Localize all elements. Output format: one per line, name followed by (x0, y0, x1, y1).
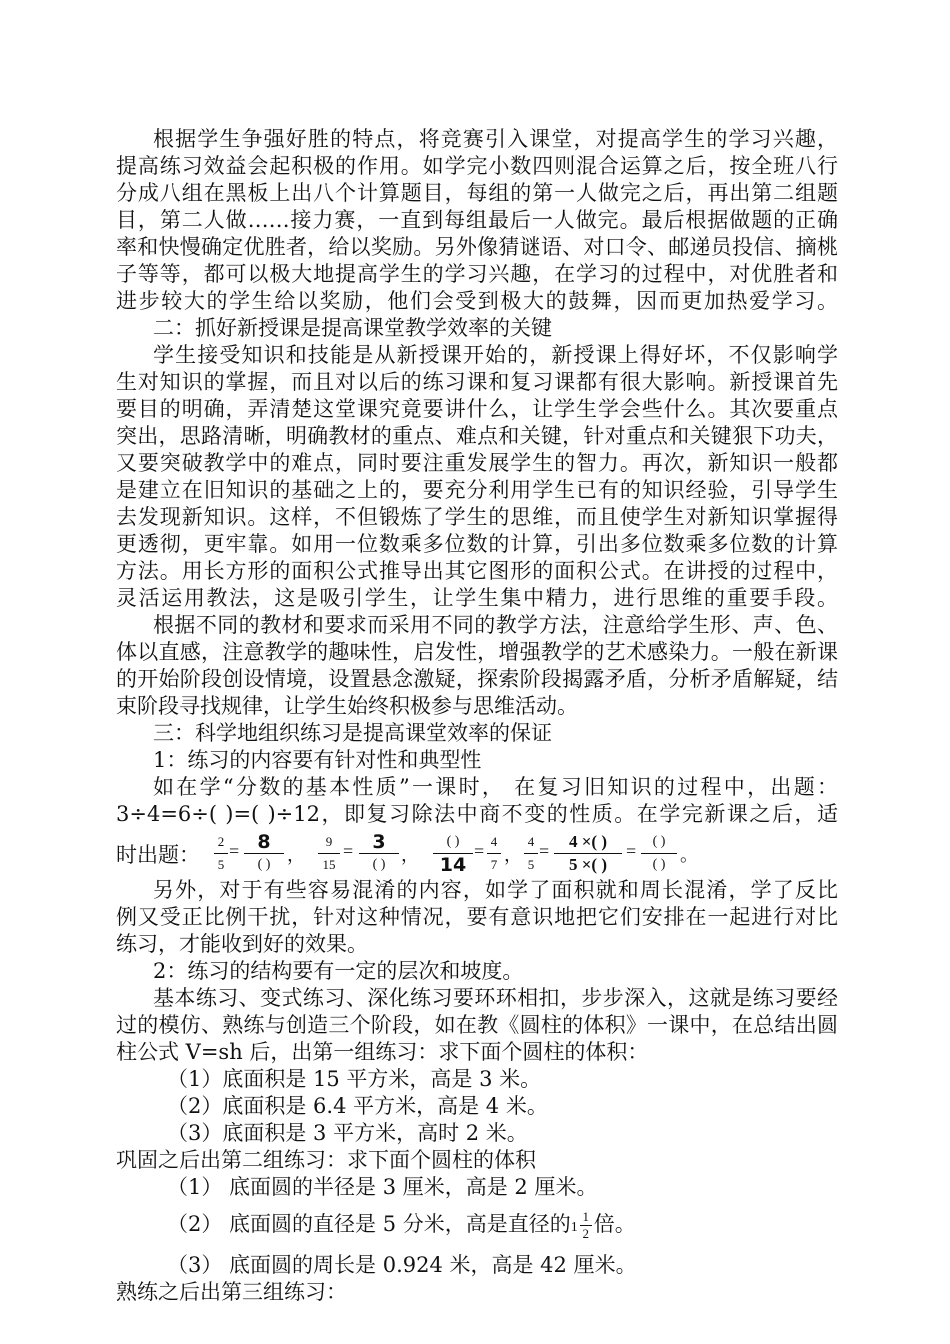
fraction: 2 5 (214, 832, 228, 875)
text-line: 子等等，都可以极大地提高学生的学习兴趣，在学习的过程中，对优胜者和 (116, 262, 838, 286)
text-line: 柱公式 V=sh 后，出第一组练习：求下面个圆柱的体积： (116, 1040, 649, 1064)
text-line: 根据不同的教材和要求而采用不同的教学方法，注意给学生形、声、色、 (153, 613, 838, 637)
text-line: 学生接受知识和技能是从新授课开始的，新授课上得好坏，不仅影响学 (153, 343, 838, 367)
text-line: 熟练之后出第三组练习： (116, 1280, 347, 1304)
text-line: 又要突破教学中的难点，同时要注重发展学生的智力。再次，新知识一般都 (116, 451, 838, 475)
text-line: 生对知识的掌握，而且对以后的练习课和复习课都有很大影响。新授课首先 (116, 370, 838, 394)
text-line: 如在学“分数的基本性质”一课时， 在复习旧知识的过程中，出题： (153, 775, 838, 799)
text-line: 去发现新知识。这样，不但锻炼了学生的思维，而且使学生对新知识掌握得 (116, 505, 838, 529)
list-item: （3）底面积是 3 平方米，高时 2 米。 (167, 1121, 528, 1145)
mixed-number-whole: 1 (570, 1220, 578, 1235)
equals-sign: = (343, 841, 354, 861)
list-item-text: 倍。 (593, 1212, 636, 1236)
text-line: 基本练习、变式练习、深化练习要环环相扣，步步深入，这就是练习要经 (153, 986, 838, 1010)
section-heading: 二：抓好新授课是提高课堂教学效率的关键 (153, 316, 552, 340)
fraction: ( ) 14 (433, 832, 473, 875)
text-line: 灵活运用教法，这是吸引学生，让学生集中精力，进行思维的重要手段。 (116, 586, 838, 610)
fraction: 8 ( ) (244, 832, 284, 875)
text-line: 是建立在旧知识的基础之上的，要充分利用学生已有的知识经验，引导学生 (116, 478, 838, 502)
text-line: 束阶段寻找规律，让学生始终积极参与思维活动。 (116, 694, 578, 718)
text-line: 例又受正比例干扰，针对这种情况，要有意识地把它们安排在一起进行对比 (116, 905, 838, 929)
fraction: 4 5 (524, 832, 538, 875)
text-line: 进步较大的学生给以奖励，他们会受到极大的鼓舞，因而更加热爱学习。 (116, 289, 838, 313)
text-line: 练习，才能收到好的效果。 (116, 932, 368, 956)
comma: ， (504, 845, 522, 865)
text-line: 要目的明确，弄清楚这堂课究竟要讲什么，让学生学会些什么。其次要重点 (116, 397, 838, 421)
list-item-text: （2） 底面圆的直径是 5 分米，高是直径的 (167, 1212, 571, 1236)
text-line: 时出题： (116, 843, 200, 867)
list-item: （3） 底面圆的周长是 0.924 米，高是 42 厘米。 (167, 1253, 637, 1277)
equals-sign: = (626, 841, 637, 861)
list-item: （1） 底面圆的半径是 3 厘米，高是 2 厘米。 (167, 1175, 598, 1199)
text-line: 提高练习效益会起积极的作用。如学完小数四则混合运算之后，按全班八行 (116, 154, 838, 178)
text-line: 根据学生争强好胜的特点，将竞赛引入课堂，对提高学生的学习兴趣， (153, 127, 838, 151)
text-line: 过的模仿、熟练与创造三个阶段，如在教《圆柱的体积》一课中，在总结出圆 (116, 1013, 838, 1037)
equals-sign: = (474, 841, 485, 861)
list-item: （2）底面积是 6.4 平方米，高是 4 米。 (167, 1094, 548, 1118)
list-item: （1）底面积是 15 平方米，高是 3 米。 (167, 1067, 542, 1091)
text-line: 体以直感，注意教学的趣味性，启发性，增强教学的艺术感染力。一般在新课 (116, 640, 838, 664)
fraction: ( ) ( ) (641, 832, 677, 875)
text-line: 目，第二人做……接力赛，一直到每组最后一人做完。最后根据做题的正确 (116, 208, 838, 232)
text-line: 方法。用长方形的面积公式推导出其它图形的面积公式。在讲授的过程中， (116, 559, 838, 583)
text-line: 更透彻，更牢靠。如用一位数乘多位数的计算，引出多位数乘多位数的计算 (116, 532, 838, 556)
fraction: 4 7 (487, 832, 501, 875)
comma: ， (401, 845, 419, 865)
subsection-heading: 1：练习的内容要有针对性和典型性 (153, 748, 482, 772)
subsection-heading: 2：练习的结构要有一定的层次和坡度。 (153, 959, 524, 983)
equals-sign: = (229, 841, 240, 861)
period: 。 (680, 845, 698, 865)
text-line: 的开始阶段创设情境，设置悬念激疑，探索阶段揭露矛盾，分析矛盾解疑，结 (116, 667, 838, 691)
text-line: 巩固之后出第二组练习：求下面个圆柱的体积 (116, 1148, 536, 1172)
section-heading: 三：科学地组织练习是提高课堂效率的保证 (153, 721, 552, 745)
text-line: 分成八组在黑板上出八个计算题目，每组的第一人做完之后，再出第二组题 (116, 181, 838, 205)
equals-sign: = (539, 841, 550, 861)
fraction: 9 15 (318, 832, 340, 875)
text-line: 3÷4=6÷( )=( )÷12，即复习除法中商不变的性质。在学完新课之后，适 (116, 802, 838, 826)
text-line: 另外，对于有些容易混淆的内容，如学了面积就和周长混淆，学了反比 (153, 878, 838, 902)
fraction: $\frac{1}{2}$ (580, 1209, 592, 1242)
comma: ， (287, 845, 305, 865)
text-line: 率和快慢确定优胜者，给以奖励。另外像猜谜语、对口令、邮递员投信、摘桃 (116, 235, 838, 259)
fraction: 3 ( ) (359, 832, 399, 875)
text-line: 突出，思路清晰，明确教材的重点、难点和关键，针对重点和关键狠下功夫， (116, 424, 838, 448)
fraction: 4 ×( ) 5 ×( ) (554, 832, 622, 875)
list-item (167, 1209, 636, 1241)
